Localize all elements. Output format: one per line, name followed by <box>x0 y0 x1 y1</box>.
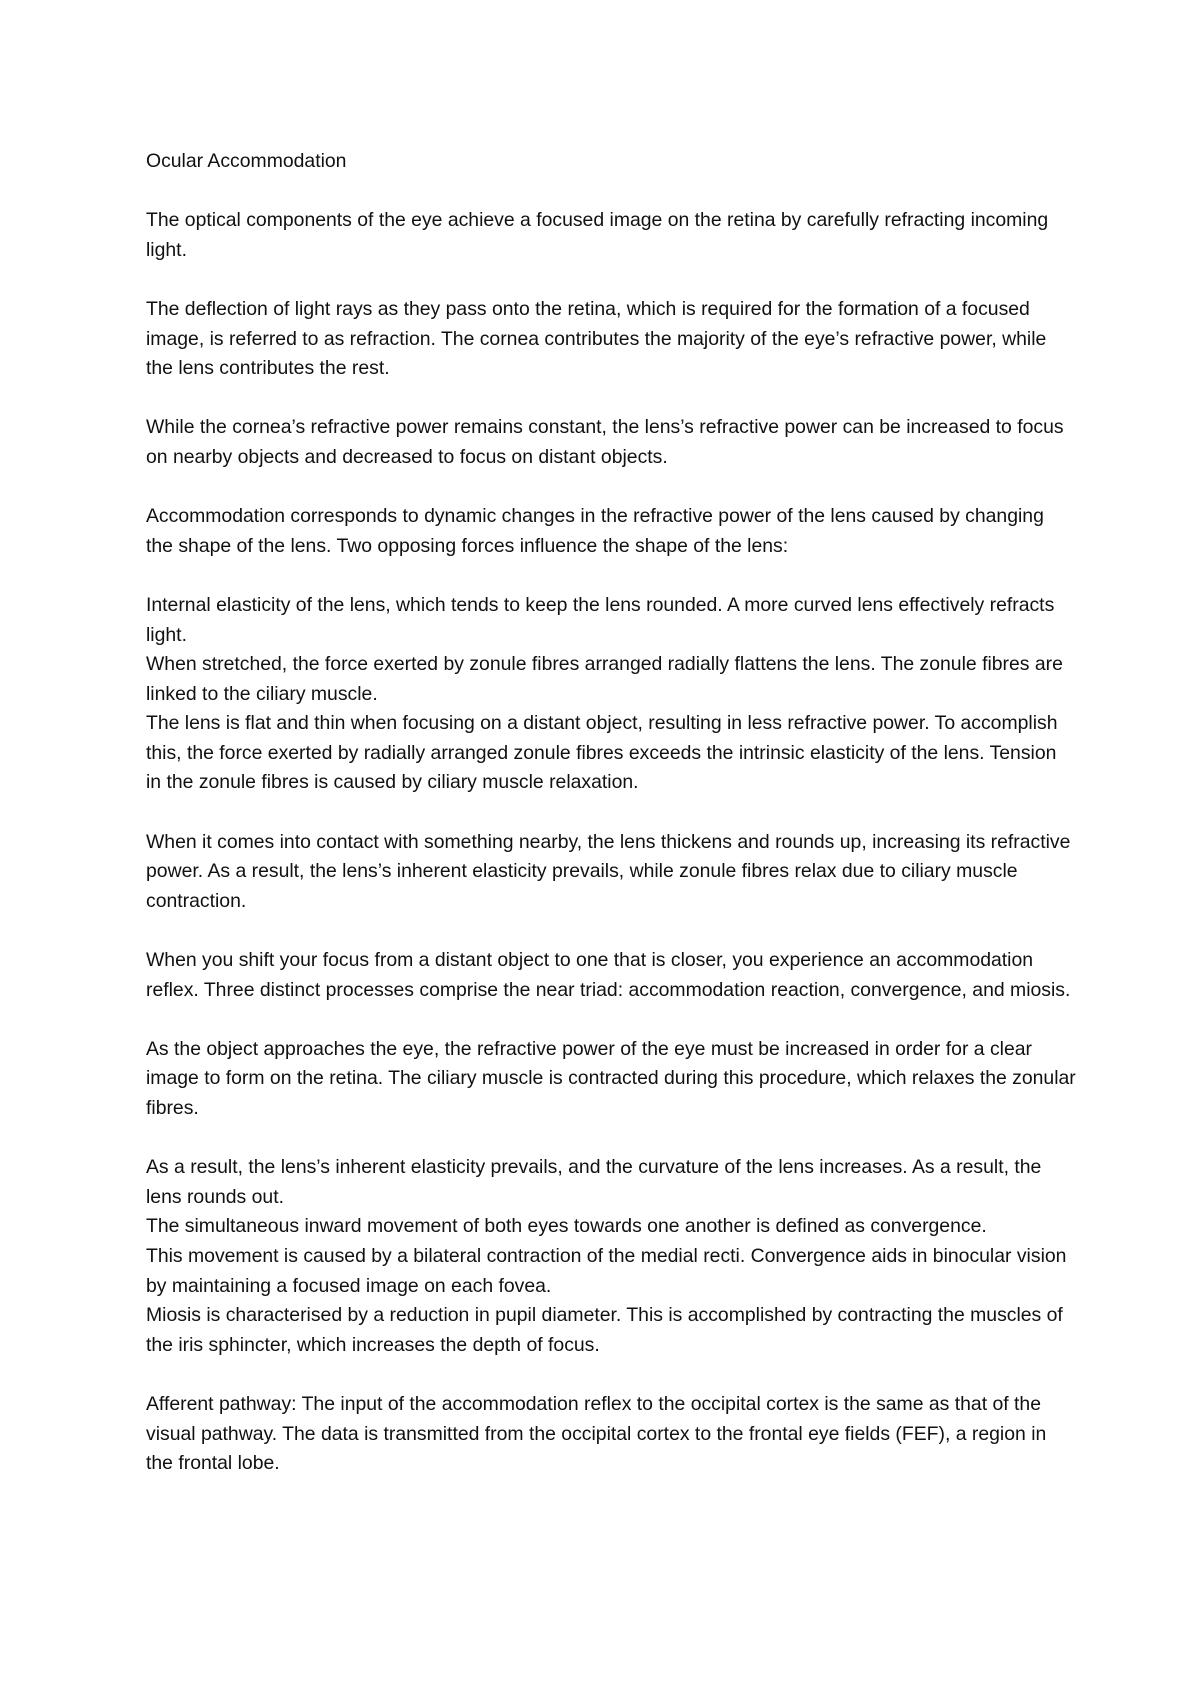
paragraph: Miosis is characterised by a reduction in pupil diameter. This is accomplished by contracting the muscles of the iris sphincter, which increases the depth of focus. <box>146 1304 1063 1356</box>
paragraph: Internal elasticity of the lens, which tends to keep the lens rounded. A more curved lens effectively refracts light. <box>146 593 1055 646</box>
paragraph: The simultaneous inward movement of both eyes towards one another is defined as convergence. <box>146 1215 987 1238</box>
paragraph: Afferent pathway: The input of the accommodation reflex to the occipital cortex is the same as that of the visual pathway. The data is transmitted from the occipital cortex to the frontal eye fields (FEF), a region in the frontal lobe. <box>146 1392 1047 1475</box>
document-title: Ocular Accommodation <box>146 150 347 172</box>
paragraph: When you shift your focus from a distant object to one that is closer, you experience an accommodation reflex. Three distinct processes comprise the near triad: accommodation reaction, convergence, and miosis. <box>146 949 1071 1001</box>
paragraph: While the cornea’s refractive power remains constant, the lens’s refractive power can be increased to focus on nearby objects and decreased to focus on distant objects. <box>146 416 1064 468</box>
document-body <box>146 147 1076 1508</box>
paragraph: Accommodation corresponds to dynamic changes in the refractive power of the lens caused by changing the shape of the lens. Two opposing forces influence the shape of the lens: <box>146 505 1044 557</box>
paragraph: The lens is flat and thin when focusing on a distant object, resulting in less refractive power. To accomplish this, the force exerted by radially arranged zonule fibres exceeds the intrinsic elasticity of the lens. Tension in the zonule fibres is caused by ciliary muscle relaxation. <box>146 712 1058 794</box>
paragraph: The deflection of light rays as they pass onto the retina, which is required for the formation of a focused image, is referred to as refraction. The cornea contributes the majority of the eye’s refractive power, while the lens contributes the rest. <box>146 297 1047 380</box>
paragraph: When it comes into contact with something nearby, the lens thickens and rounds up, increasing its refractive power. As a result, the lens’s inherent elasticity prevails, while zonule fibres relax due to ciliary muscle contraction. <box>146 830 1071 912</box>
paragraph: As the object approaches the eye, the refractive power of the eye must be increased in order for a clear image to form on the retina. The ciliary muscle is contracted during this procedure, which relaxes the zonular fibres. <box>146 1037 1076 1119</box>
paragraph: The optical components of the eye achieve a focused image on the retina by carefully refracting incoming light. <box>146 209 1049 261</box>
paragraph: When stretched, the force exerted by zonule fibres arranged radially flattens the lens. The zonule fibres are linked to the ciliary muscle. <box>146 653 1063 705</box>
paragraph: As a result, the lens’s inherent elasticity prevails, and the curvature of the lens increases. As a result, the lens rounds out. <box>146 1156 1042 1208</box>
paragraph: This movement is caused by a bilateral contraction of the medial recti. Convergence aids in binocular vision by maintaining a focused image on each fovea. <box>146 1244 1067 1297</box>
